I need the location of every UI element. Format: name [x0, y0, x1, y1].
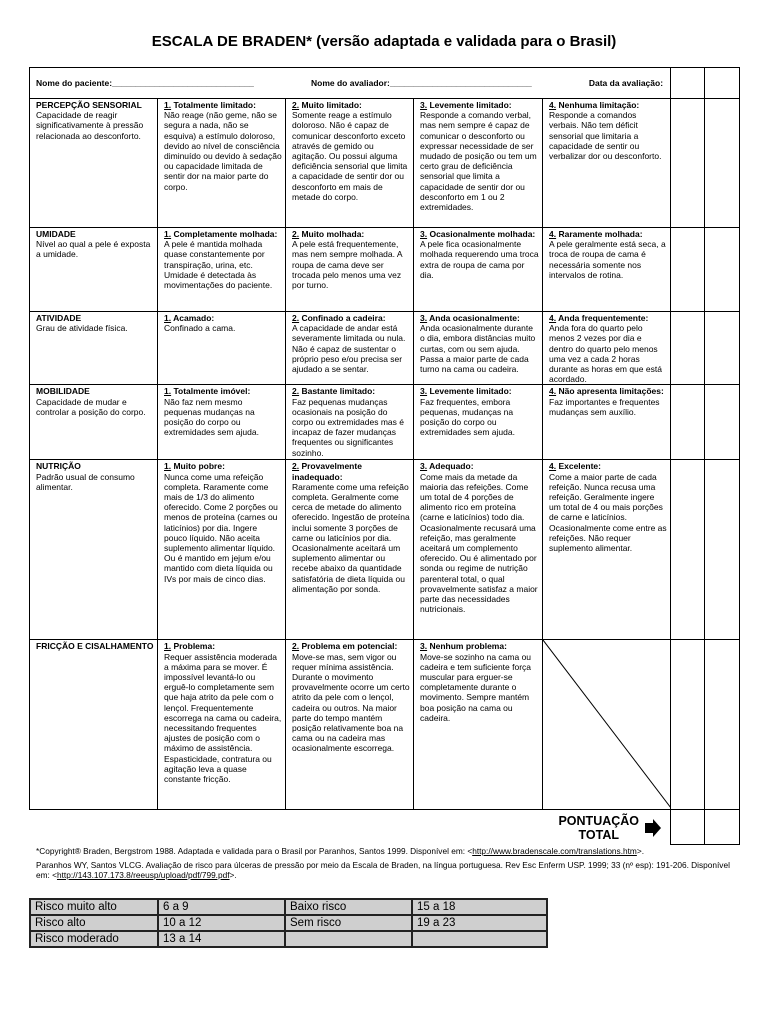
criteria-row-friccao — [30, 640, 740, 810]
option-label: Excelente: — [556, 461, 601, 472]
option-label: Confinado a cadeira: — [299, 313, 386, 323]
option-label: Adequado: — [427, 461, 474, 472]
score-box[interactable] — [705, 385, 740, 460]
criteria-row-atividade — [30, 312, 740, 385]
option-text: Requer assistência moderada a máxima para se mover. É impossível levantá-lo ou erguê-lo completamente sem que haja atrito da pele com o lençol. Frequentemente escorrega na cama ou cadeira, necessitando frequentes ajustes de posição com o máximo de assistência. Espasticidade, contratura ou agitação leva a quase constante fricção. — [164, 651, 282, 785]
score-box[interactable] — [671, 385, 705, 460]
option-number: 2. — [292, 641, 300, 652]
risk-row — [30, 931, 547, 947]
score-box[interactable] — [705, 640, 740, 810]
option-number: 1. — [164, 641, 172, 652]
total-label-line2: TOTAL — [578, 828, 619, 843]
braden-scale-table — [29, 67, 740, 845]
option-text: Come mais da metade da maioria das refeições. Come um total de 4 porções de alimento rico em proteína (carne e laticínios) todo dia. Ocasionalmente recusará uma refeição, mas geralmente aceitará um complemento oferecido. Ou é alimentado por sonda ou regime de nutrição parenteral total, o qual provavelmente satisfaz a maior parte das necessidades nutricionais. — [420, 471, 538, 615]
option-text: A pele está frequentemente, mas nem sempre molhada. A roupa de cama deve ser trocada pelo menos uma vez por turno. — [292, 239, 403, 291]
option-text: A pele geralmente está seca, a troca de roupa de cama é necessária somente nos intervalos de rotina. — [549, 239, 666, 280]
reference-link[interactable]: http://www.bradenscale.com/translations.htm — [472, 846, 637, 856]
criteria-row-mobilidade — [30, 385, 740, 460]
score-box[interactable] — [705, 99, 740, 228]
reference-2: Paranhos WY, Santos VLCG. Avaliação de risco para úlceras de pressão por meio da Escala de Braden, na língua portuguesa. Rev Esc Enferm USP. 1999; 33 (nº esp): 191-206. Disponível em: <http://143.107.173.8/reeusp/upload/pdf/799.pdf>. — [36, 859, 730, 881]
option-label: Levemente limitado: — [427, 386, 512, 397]
option-label: Levemente limitado: — [427, 100, 512, 110]
score-box[interactable] — [671, 312, 705, 385]
option-cell — [158, 385, 286, 460]
option-label: Provavelmente inadequado: — [292, 461, 362, 482]
score-box[interactable] — [671, 68, 705, 99]
option-label: Completamente molhada: — [171, 229, 278, 239]
option-cell — [158, 228, 286, 312]
risk-range: 19 a 23 — [412, 915, 547, 931]
option-label: Problema: — [171, 641, 216, 652]
diagonal-line — [543, 640, 671, 808]
category-cell — [30, 460, 158, 640]
risk-label: Baixo risco — [285, 899, 412, 915]
option-number: 1. — [164, 313, 172, 323]
arrow-right-icon — [645, 819, 661, 837]
option-label: Acamado: — [171, 313, 215, 323]
evaluator-name-field[interactable]: Nome do avaliador:______________________________ — [311, 78, 532, 89]
criteria-row-nutricao — [30, 460, 740, 640]
option-number: 3. — [420, 229, 428, 239]
option-cell — [543, 99, 671, 228]
total-row — [30, 810, 740, 845]
total-score-box[interactable] — [671, 810, 705, 845]
total-label-line1: PONTUAÇÃO — [558, 814, 640, 829]
category-description: Grau de atividade física. — [36, 323, 128, 334]
option-text: Raramente come uma refeição completa. Geralmente come cerca de metade do alimento oferecido. Ingestão de proteína inclui somente 3 porções de carne ou laticínios por dia. Ocasionalmente aceitará um suplemento alimentar ou recebe abaixo da quantidade satisfatória de dieta líquida ou alimentação por sonda. — [292, 481, 410, 594]
option-label: Muito pobre: — [171, 461, 225, 472]
option-text: Faz importantes e frequentes mudanças sem auxílio. — [549, 396, 660, 417]
risk-label — [285, 931, 412, 947]
references — [36, 846, 736, 884]
risk-table — [29, 898, 548, 948]
option-number: 3. — [420, 313, 428, 323]
option-label: Nenhuma limitação: — [556, 100, 640, 110]
option-label: Anda ocasionalmente: — [427, 313, 520, 323]
option-number: 3. — [420, 100, 428, 110]
option-text: Faz frequentes, embora pequenas, mudanças na posição do corpo ou extremidades sem ajuda. — [420, 396, 515, 438]
option-cell — [158, 460, 286, 640]
score-box[interactable] — [671, 228, 705, 312]
option-number: 2. — [292, 313, 300, 323]
score-box[interactable] — [671, 99, 705, 228]
category-title: PERCEPÇÃO SENSORIAL — [36, 100, 142, 110]
reference-link[interactable]: http://143.107.173.8/reeusp/upload/pdf/799.pdf — [56, 870, 230, 881]
category-title: FRICÇÃO E CISALHAMENTO — [36, 641, 154, 652]
score-box[interactable] — [671, 640, 705, 810]
category-description: Nível ao qual a pele é exposta a umidade. — [36, 239, 151, 260]
option-text: Responde a comandos verbais. Não tem déficit sensorial que limitaria a capacidade de sentir ou verbalizar dor ou desconforto. — [549, 110, 662, 162]
option-cell — [286, 312, 414, 385]
option-text: A pele fica ocasionalmente molhada requerendo uma troca extra de roupa de cama por dia. — [420, 239, 539, 280]
category-title: UMIDADE — [36, 229, 76, 239]
option-text: Responde a comando verbal, mas nem sempre é capaz de comunicar o desconforto ou expressar necessidade de ser mudado de posição ou tem um certo grau de deficiência sensorial que limita a capacidade de sentir dor ou desconforto em 1 ou 2 extremidades. — [420, 110, 537, 213]
reference-1: *Copyright® Braden, Bergstrom 1988. Adaptada e validada para o Brasil por Paranhos, Santos 1999. Disponível em: <http://www.bradenscale.com/translations.htm>. — [36, 846, 644, 856]
option-cell — [414, 640, 543, 810]
option-label: Totalmente imóvel: — [171, 386, 251, 397]
option-cell — [543, 312, 671, 385]
option-cell — [414, 312, 543, 385]
option-text: Anda ocasionalmente durante o dia, embora distâncias muito curtas, com ou sem ajuda. Passa a maior parte de cada turno na cama ou cadeira. — [420, 323, 536, 375]
option-number: 3. — [420, 641, 428, 652]
criteria-row-umidade — [30, 228, 740, 312]
option-label: Muito molhada: — [299, 229, 365, 239]
criteria-row-percepcao — [30, 99, 740, 228]
risk-label: Risco alto — [30, 915, 158, 931]
risk-range: 13 a 14 — [158, 931, 285, 947]
category-description: Capacidade de mudar e controlar a posição do corpo. — [36, 396, 146, 417]
option-text: A pele é mantida molhada quase constantemente por transpiração, urina, etc. Umidade é detectada às movimentações do paciente. — [164, 239, 273, 291]
option-label: Raramente molhada: — [556, 229, 643, 239]
evaluation-date-label: Data da avaliação: — [588, 78, 664, 89]
option-cell — [158, 99, 286, 228]
option-number: 4. — [549, 313, 557, 323]
option-text: Faz pequenas mudanças ocasionais na posição do corpo ou extremidades mas é incapaz de fazer mudanças frequentes ou significantes sozinho. — [292, 396, 404, 458]
option-cell — [286, 228, 414, 312]
score-box[interactable] — [705, 228, 740, 312]
category-title: MOBILIDADE — [36, 386, 90, 397]
header-row — [30, 68, 740, 99]
category-description: Capacidade de reagir significativamente à pressão relacionada ao desconforto. — [36, 110, 144, 141]
option-cell — [543, 460, 671, 640]
total-label — [558, 814, 639, 842]
risk-range — [412, 931, 547, 947]
option-cell — [543, 228, 671, 312]
option-number: 1. — [164, 100, 172, 110]
option-text: Anda fora do quarto pelo menos 2 vezes por dia e dentro do quarto pelo menos uma vez a cada 2 horas durante as horas em que está acordado. — [549, 323, 662, 385]
score-box[interactable] — [705, 460, 740, 640]
score-box[interactable] — [671, 460, 705, 640]
option-cell — [286, 460, 414, 640]
option-text: Come a maior parte de cada refeição. Nunca recusa uma refeição. Geralmente ingere um total de 4 ou mais porções de carne e laticínios. Ocasionalmente come entre as refeições. Não requer suplemento alimentar. — [549, 471, 667, 554]
option-cell — [414, 385, 543, 460]
option-cell — [158, 640, 286, 810]
option-cell — [286, 385, 414, 460]
total-score-box[interactable] — [705, 810, 740, 845]
category-cell — [30, 99, 158, 228]
option-number: 3. — [420, 386, 428, 397]
option-text: Nunca come uma refeição completa. Raramente come mais de 1/3 do alimento oferecido. Come 2 porções ou menos de proteína (carnes ou laticínios) por dia. Ingere pouco líquido. Não aceita suplemento alimentar líquido. Ou é mantido em jejum e/ou mantido com dieta líquida ou IVs por mais de cinco dias. — [164, 471, 278, 584]
option-cell — [543, 385, 671, 460]
category-cell — [30, 228, 158, 312]
risk-range: 6 a 9 — [158, 899, 285, 915]
risk-label: Risco muito alto — [30, 899, 158, 915]
option-text: Não faz nem mesmo pequenas mudanças na posição do corpo ou extremidades sem ajuda. — [164, 396, 259, 438]
option-label: Anda frequentemente: — [556, 313, 649, 323]
option-number: 2. — [292, 461, 300, 472]
option-cell — [414, 228, 543, 312]
option-label: Ocasionalmente molhada: — [427, 229, 536, 239]
option-label: Problema em potencial: — [299, 641, 398, 652]
total-label-cell — [30, 810, 671, 845]
risk-row — [30, 915, 547, 931]
risk-range: 15 a 18 — [412, 899, 547, 915]
option-number: 2. — [292, 386, 300, 397]
category-cell — [30, 385, 158, 460]
option-cell — [286, 640, 414, 810]
option-text: Move-se sozinho na cama ou cadeira e tem suficiente força muscular para erguer-se completamente durante o movimento. Sempre mantém boa posição na cama ou cadeira. — [420, 651, 532, 723]
option-number: 1. — [164, 229, 172, 239]
option-label: Muito limitado: — [299, 100, 362, 110]
score-box[interactable] — [705, 68, 740, 99]
option-label: Totalmente limitado: — [171, 100, 256, 110]
option-number: 1. — [164, 461, 172, 472]
category-description: Padrão usual de consumo alimentar. — [36, 471, 135, 492]
category-title: NUTRIÇÃO — [36, 461, 81, 472]
option-number: 4. — [549, 461, 557, 472]
option-cell — [286, 99, 414, 228]
option-label: Bastante limitado: — [299, 386, 376, 397]
score-box[interactable] — [705, 312, 740, 385]
option-cell — [158, 312, 286, 385]
option-text: A capacidade de andar está severamente limitada ou nula. Não é capaz de sustentar o próprio peso e/ou precisa ser ajudado a se sentar. — [292, 323, 406, 375]
category-cell — [30, 312, 158, 385]
option-number: 2. — [292, 229, 300, 239]
option-label: Nenhum problema: — [427, 641, 507, 652]
risk-label: Sem risco — [285, 915, 412, 931]
option-number: 4. — [549, 386, 557, 397]
option-text: Somente reage a estímulo doloroso. Não é capaz de comunicar desconforto exceto através de gemido ou agitação. Ou possui alguma deficiência sensorial que limita a capacidade de sentir dor ou desconforto em mais de metade do corpo. — [292, 110, 408, 202]
option-number: 4. — [549, 100, 557, 110]
diagonal-empty-cell — [543, 640, 671, 810]
option-number: 3. — [420, 461, 428, 472]
category-cell — [30, 640, 158, 810]
option-text: Não reage (não geme, não se segura a nada, não se esquiva) a estímulo doloroso, devido ao nível de consciência diminuído ou devido à sedação ou capacidade limitada de sentir dor na maior parte do corpo. — [164, 110, 282, 192]
page-title: ESCALA DE BRADEN* (versão adaptada e validada para o Brasil) — [151, 33, 617, 50]
risk-range: 10 a 12 — [158, 915, 285, 931]
option-label: Não apresenta limitações: — [556, 386, 664, 397]
category-title: ATIVIDADE — [36, 313, 82, 323]
risk-row — [30, 899, 547, 915]
option-cell — [414, 99, 543, 228]
option-text: Confinado a cama. — [164, 323, 236, 334]
option-number: 4. — [549, 229, 557, 239]
option-text: Move-se mas, sem vigor ou requer mínima assistência. Durante o movimento provavelmente ocorre um certo atrito da pele com o lençol, cadeira ou outros. Na maior parte do tempo mantém posição relativamente boa na cama ou na cadeira mas ocasionalmente escorrega. — [292, 651, 410, 754]
option-number: 1. — [164, 386, 172, 397]
option-number: 2. — [292, 100, 300, 110]
header-cell — [30, 68, 671, 99]
patient-name-field[interactable]: Nome do paciente:______________________________ — [36, 78, 254, 89]
risk-label: Risco moderado — [30, 931, 158, 947]
option-cell — [414, 460, 543, 640]
